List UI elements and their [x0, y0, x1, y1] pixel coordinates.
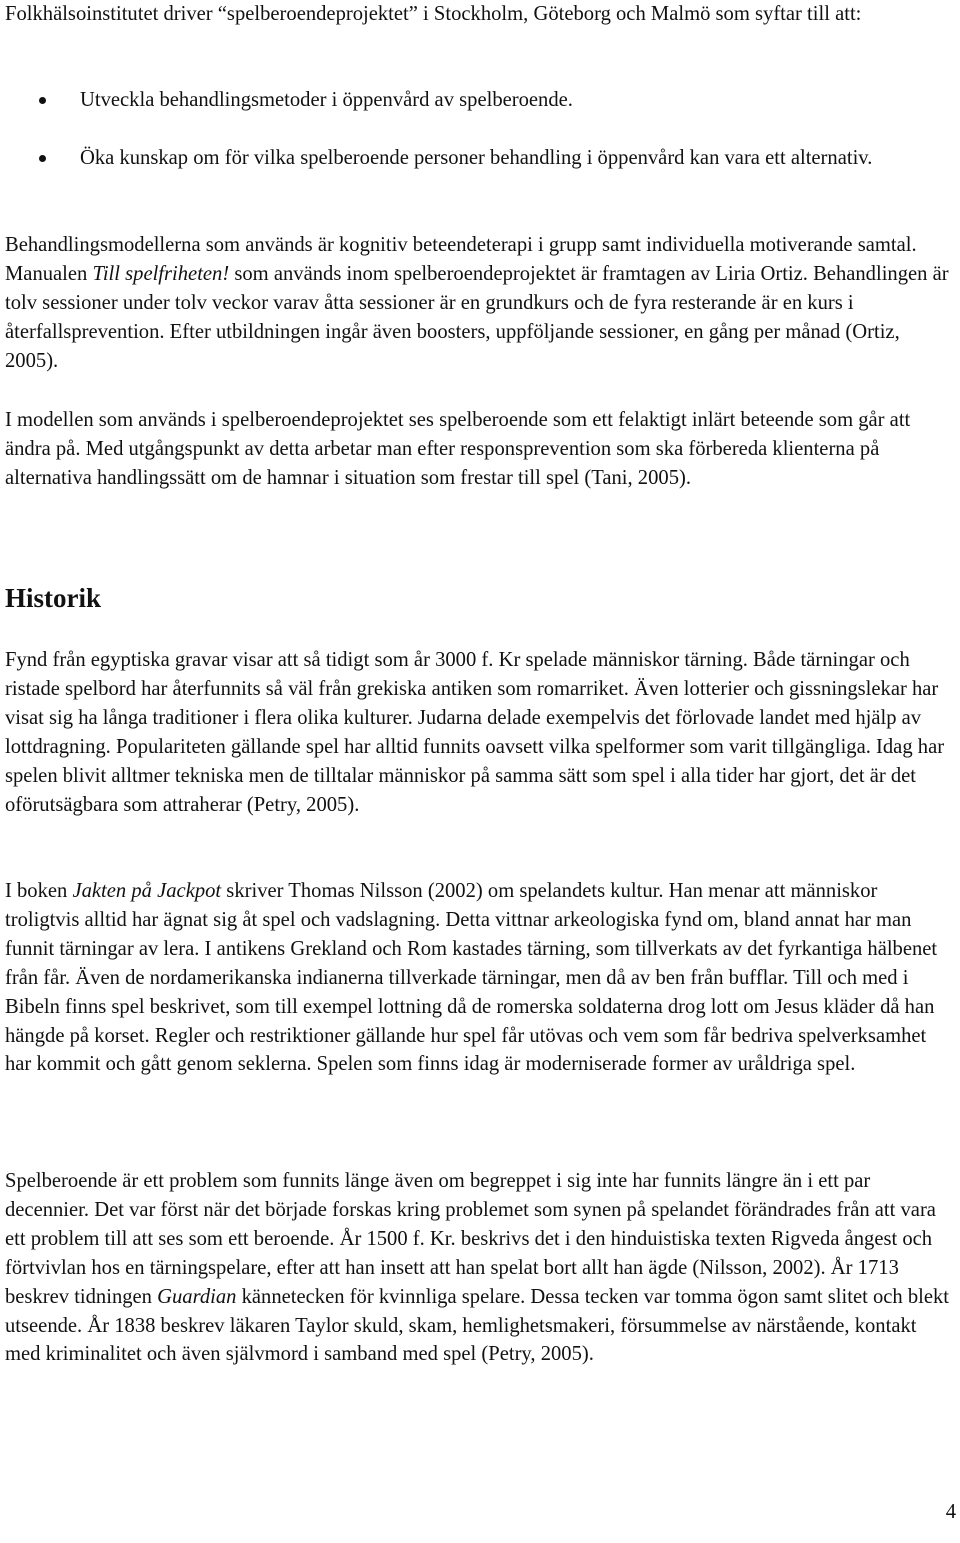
- page-number: 4: [945, 1501, 956, 1523]
- paragraph-text: I boken: [5, 880, 73, 902]
- history-paragraph-1: Fynd från egyptiska gravar visar att så tidigt som år 3000 f. Kr spelade människor tärning. Både tärningar och ristade spelbord har återfunnits så väl från grekiska antiken som romarriket. Även lotterier och gissningslekar har visat sig ha långa traditioner i flera olika kulturer. Judarna delade exempelvis det förlovade landet med hjälp av lottdragning. Populariteten gällande spel har alltid funnits oavsett vilka spelformer som varit tillgängliga. Idag har spelen blivit alltmer tekniska men de tilltalar människor på samma sätt som spel i alla tider har gjort, det är det oförutsägbara som attraherar (Petry, 2005).: [5, 649, 945, 816]
- aims-bullet-list: [5, 86, 955, 173]
- paragraph-text: kännetecken för kvinnliga spelare. Dessa tecken var tomma ögon samt slitet och blekt utseende. År 1838 beskrev läkaren Taylor skuld, skam, hemlighetsmakeri, försummelse av närstående, kontakt med kriminalitet och även självmord i samband med spel (Petry, 2005).: [5, 1285, 950, 1366]
- bullet-icon: [39, 155, 46, 162]
- treatment-model-paragraph: [5, 231, 955, 376]
- bullet-text: Utveckla behandlingsmetoder i öppenvård av spelberoende.: [80, 89, 573, 111]
- paragraph-text: skriver Thomas Nilsson (2002) om spelandets kultur. Han menar att människor troligtvis alltid har ägnat sig åt spel och vadslagning. Detta vittnar arkeologiska fynd om, bland annat har man funnit tärningar av lera. I antikens Grekland och Rom kastades tärning, som tillverkats av det fyrkantiga hälbenet från får. Även de nordamerikanska indianerna tillverkade tärningar, men då av ben från bufflar. Till och med i Bibeln finns spel beskrivet, som till exempel lottning då de romerska soldaterna drog lott om Jesus kläder då han hängde på korset. Regler och restriktioner gällande hur spel får utövas och vem som får bedriva spelverksamhet har kommit och gått genom seklerna. Spelen som finns idag är moderniserade former av uråldriga spel.: [5, 880, 938, 1076]
- paragraph-text: som används inom spelberoendeprojektet är framtagen av Liria Ortiz. Behandlingen är tolv sessioner under tolv veckor varav åtta sessioner är en grundkurs och de fyra resterande är en kurs i återfallsprevention. Efter utbildningen ingår även boosters, uppföljande sessioner, en gång per månad (Ortiz, 2005).: [5, 262, 949, 372]
- bullet-item: [5, 86, 955, 115]
- paragraph-text: Spelberoende är ett problem som funnits länge även om begreppet i sig inte har funnits längre än i ett par decennier. Det var först när det började forskas kring problemet som synen på spelandet förändrades från att vara ett problem till att ses som ett beroende. År 1500 f. Kr. beskrivs det i den hinduistiska texten Rigveda ångest och förtvivlan hos en tärningspelare, efter att han insett att han spelat bort allt han ägde (Nilsson, 2002). År 1713 beskrev tidningen: [5, 1170, 936, 1308]
- manual-title: Till spelfriheten!: [92, 262, 230, 285]
- model-paragraph: I modellen som används i spelberoendeprojektet ses spelberoende som ett felaktigt inlärt beteende som går att ändra på. Med utgångspunkt av detta arbetar man efter responsprevention som ska förbereda klienterna på alternativa handlingssätt om de hamnar i situation som frestar till spel (Tani, 2005).: [5, 409, 911, 489]
- section-heading-historik: Historik: [5, 583, 102, 613]
- bullet-icon: [39, 97, 46, 104]
- bullet-item: [5, 144, 955, 173]
- bullet-text: Öka kunskap om för vilka spelberoende personer behandling i öppenvård kan vara ett alternativ.: [80, 146, 873, 169]
- intro-paragraph: Folkhälsoinstitutet driver “spelberoendeprojektet” i Stockholm, Göteborg och Malmö som syftar till att:: [5, 3, 862, 25]
- paragraph-text: Behandlingsmodellerna som används är kognitiv beteendeterapi i grupp samt individuella motiverande samtal. Manualen: [5, 234, 917, 285]
- history-paragraph-2: [5, 877, 955, 1079]
- newspaper-title: Guardian: [157, 1285, 237, 1308]
- history-paragraph-3: [5, 1167, 955, 1369]
- book-title: Jakten på Jackpot: [72, 880, 222, 902]
